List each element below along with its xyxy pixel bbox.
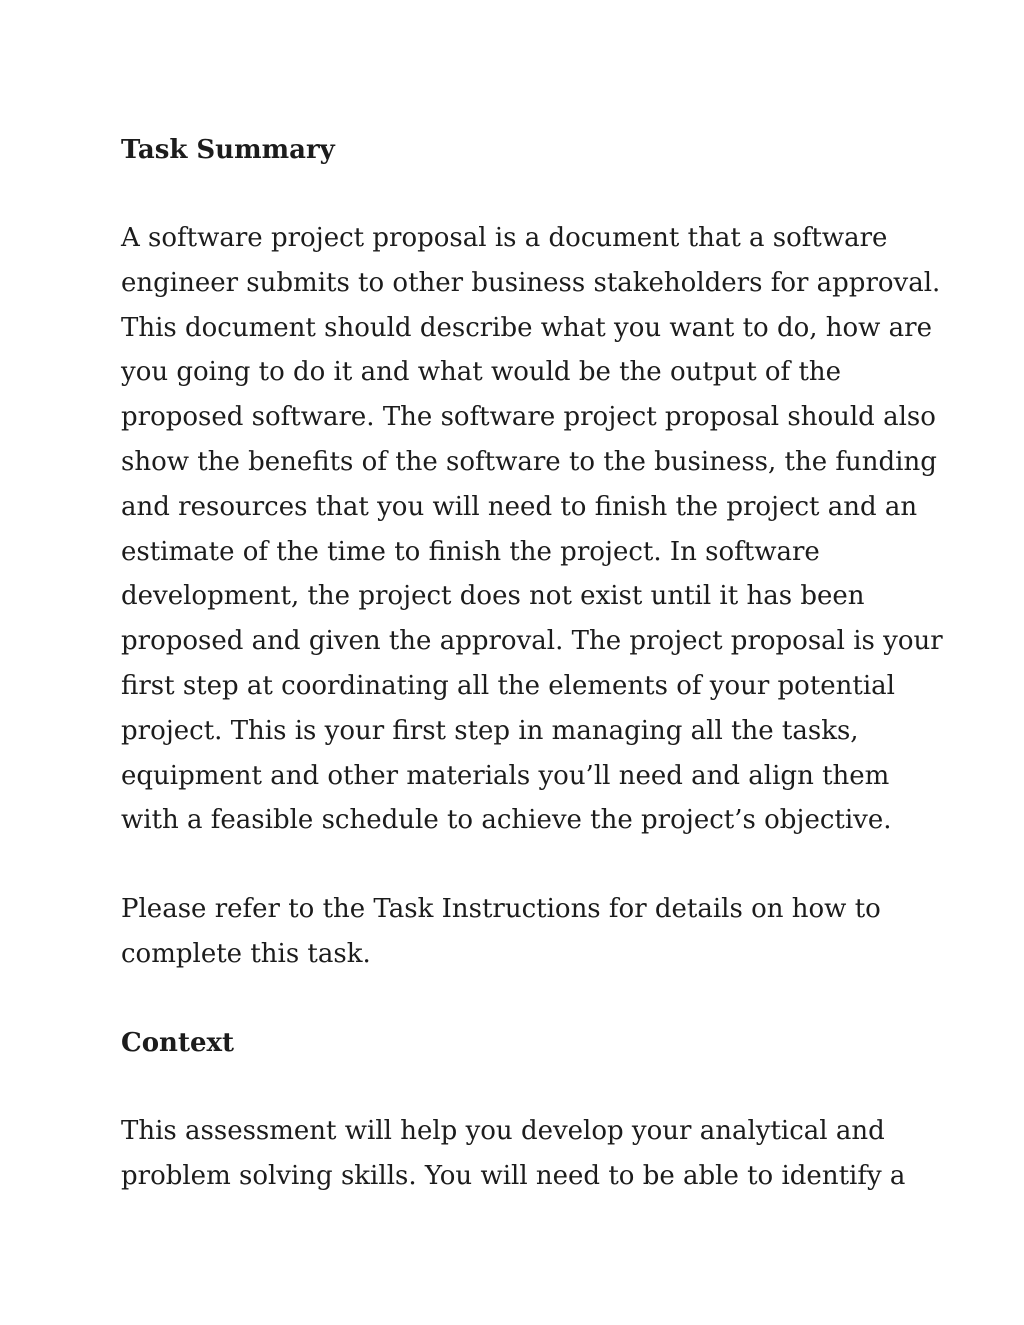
section-heading: Task Summary <box>121 135 335 165</box>
text-line: first step at coordinating all the elements of your potential <box>121 670 895 701</box>
text-line: estimate of the time to finish the project. In software <box>121 536 820 567</box>
text-line: This document should describe what you want to do, how are <box>121 312 933 343</box>
text-line: engineer submits to other business stakeholders for approval. <box>121 267 941 298</box>
text-line: development, the project does not exist until it has been <box>121 581 865 612</box>
document-body <box>121 128 943 1242</box>
text-line: equipment and other materials you’ll need and align them <box>121 760 890 791</box>
text-line: show the benefits of the software to the business, the funding <box>121 446 937 477</box>
section-heading: Context <box>121 1027 235 1058</box>
paragraph-context <box>121 1109 921 1199</box>
text-line: project. This is your first step in managing all the tasks, <box>121 715 859 746</box>
text-line: Please refer to the Task Instructions for details on how to <box>121 894 881 925</box>
text-line: proposed and given the approval. The project proposal is your <box>121 626 943 657</box>
text-line: you going to do it and what would be the output of the <box>121 357 842 388</box>
section-context <box>121 1021 921 1199</box>
section-task-summary <box>121 128 943 977</box>
text-line: with a feasible schedule to achieve the project’s objective. <box>121 805 892 836</box>
paragraph-proposal-description <box>121 216 943 843</box>
text-line: proposed software. The software project proposal should also <box>121 402 936 433</box>
text-line: A software project proposal is a document that a software <box>121 223 888 253</box>
text-line: and resources that you will need to finish the project and an <box>121 491 918 522</box>
paragraph-refer-instructions <box>121 887 921 977</box>
text-line: complete this task. <box>121 938 371 969</box>
text-line: This assessment will help you develop your analytical and <box>121 1115 885 1146</box>
text-line: problem solving skills. You will need to be able to identify a <box>121 1160 906 1191</box>
